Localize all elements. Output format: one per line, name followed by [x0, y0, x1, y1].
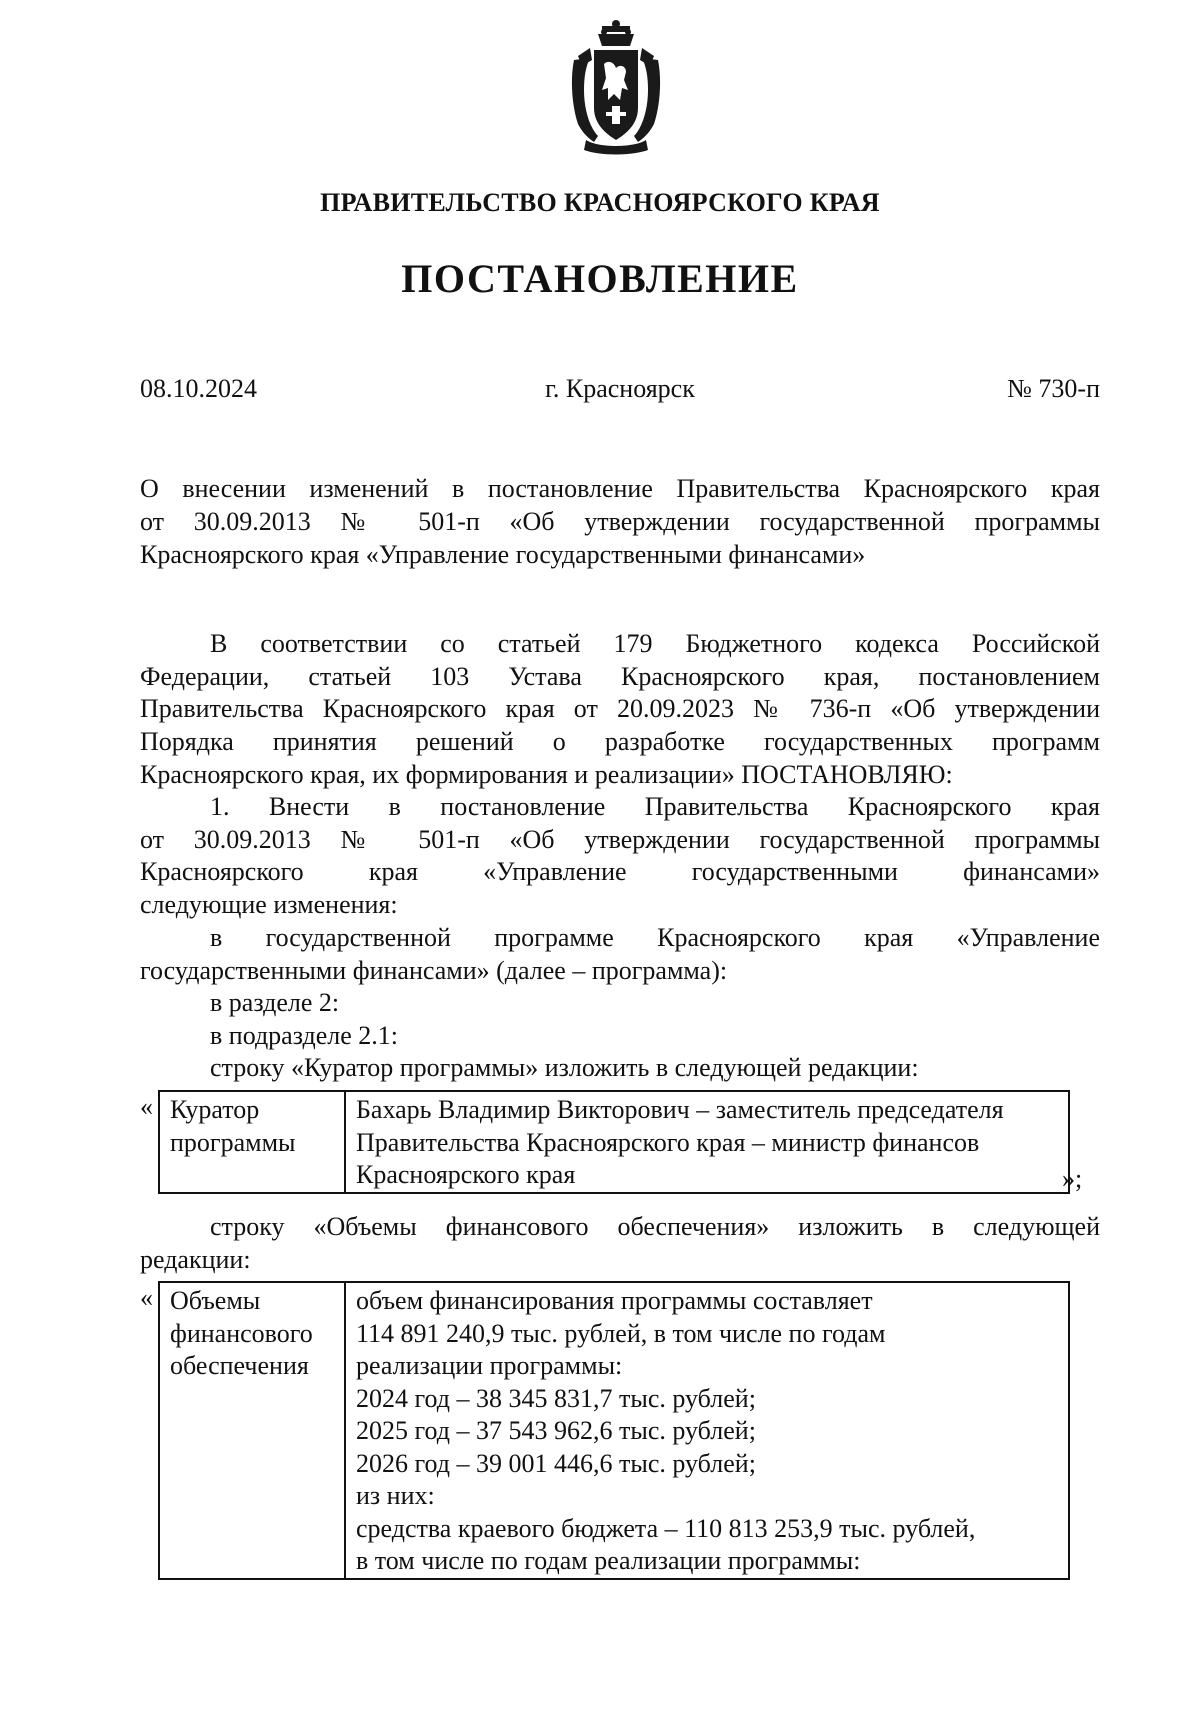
cell-line: Правительства Красноярского края – министр финансов [356, 1127, 980, 1157]
paragraph-line: Порядка принятия решений о разработке государственных программ [140, 727, 1100, 757]
paragraph-line: Красноярского края, их формирования и реализации» ПОСТАНОВЛЯЮ: [140, 759, 953, 789]
paragraph-line: 1. Внести в постановление Правительства Красноярского края [210, 792, 1100, 821]
paragraph-line: Красноярского края «Управление государственными финансами» [140, 857, 1100, 887]
document-city: г. Красноярск [545, 374, 695, 403]
paragraph-line: от 30.09.2013 № 501-п «Об утверждении государственной программы [140, 824, 1100, 854]
section-reference [140, 987, 1100, 1085]
cell-line: 2026 год – 39 001 446,6 тыс. рублей; [356, 1448, 756, 1478]
cell-line: финансового [170, 1318, 313, 1348]
cell-line: 114 891 240,9 тыс. рублей, в том числе по годам [356, 1318, 886, 1348]
cell-line: реализации программы: [356, 1351, 623, 1380]
cell-line: Бахарь Владимир Викторович – заместитель председателя [356, 1095, 1004, 1124]
subsection-line: в подразделе 2.1: [210, 1020, 399, 1050]
opening-quote: « [140, 1283, 153, 1312]
item-1-paragraph [140, 791, 1100, 922]
cell-line: программы [170, 1127, 296, 1157]
table-row [159, 1282, 1069, 1579]
cell-line: 2024 год – 38 345 831,7 тыс. рублей; [356, 1383, 756, 1413]
cell-line: в том числе по годам реализации программы: [356, 1546, 861, 1575]
paragraph-line: Правительства Красноярского края от 20.09.2023 № 736-п «Об утверждении [140, 694, 1100, 724]
closing-quote: »; [1062, 1164, 1083, 1193]
opening-quote: « [140, 1092, 153, 1121]
finance-label-cell [159, 1282, 345, 1579]
finance-intro-paragraph [140, 1211, 1100, 1276]
program-paragraph [140, 922, 1100, 987]
curator-value-cell [345, 1091, 1069, 1193]
paragraph-line: государственными финансами» (далее – программа): [140, 955, 728, 985]
paragraph-line: Федерации, статьей 103 Устава Красноярского края, постановлением [140, 661, 1100, 691]
finance-table [158, 1281, 1070, 1580]
document-subject [140, 472, 1100, 571]
cell-line: средства краевого бюджета – 110 813 253,9 тыс. рублей, [356, 1513, 976, 1543]
curator-table [158, 1090, 1070, 1194]
cell-line: Красноярского края [356, 1160, 576, 1189]
subject-line: от 30.09.2013 № 501-п «Об утверждении государственной программы [140, 507, 1100, 536]
cell-line: из них: [356, 1481, 435, 1510]
paragraph-line: следующие изменения: [140, 890, 398, 920]
document-number: № 730-п [1007, 374, 1100, 403]
table-row [159, 1091, 1069, 1193]
government-name: ПРАВИТЕЛЬСТВО КРАСНОЯРСКОГО КРАЯ [320, 188, 880, 217]
finance-table-block [140, 1281, 1100, 1591]
cell-line: обеспечения [170, 1351, 309, 1380]
document-date: 08.10.2024 [140, 374, 257, 403]
cell-line: 2025 год – 37 543 962,6 тыс. рублей; [356, 1416, 756, 1445]
coat-of-arms-icon [568, 20, 664, 156]
cell-line: Куратор [170, 1095, 260, 1124]
paragraph-line: строку «Объемы финансового обеспечения» изложить в следующей [210, 1212, 1100, 1241]
finance-value-cell [345, 1282, 1069, 1579]
document-meta [140, 374, 1100, 410]
curator-label-cell [159, 1091, 345, 1193]
cell-line: объем финансирования программы составляет [356, 1286, 873, 1315]
document-type-title: ПОСТАНОВЛЕНИЕ [401, 256, 799, 301]
cell-line: Объемы [170, 1286, 261, 1315]
curator-intro-line: строку «Куратор программы» изложить в следующей редакции: [210, 1053, 919, 1083]
subject-line: О внесении изменений в постановление Правительства Красноярского края [140, 474, 1100, 503]
preamble-paragraph [140, 628, 1100, 792]
paragraph-line: редакции: [140, 1244, 251, 1274]
subject-line: Красноярского края «Управление государственными финансами» [140, 540, 866, 569]
paragraph-line: в государственной программе Красноярского края «Управление [210, 923, 1100, 952]
curator-table-block [140, 1090, 1100, 1200]
paragraph-line: В соответствии со статьей 179 Бюджетного кодекса Российской [210, 629, 1100, 658]
section-line: в разделе 2: [210, 988, 340, 1017]
